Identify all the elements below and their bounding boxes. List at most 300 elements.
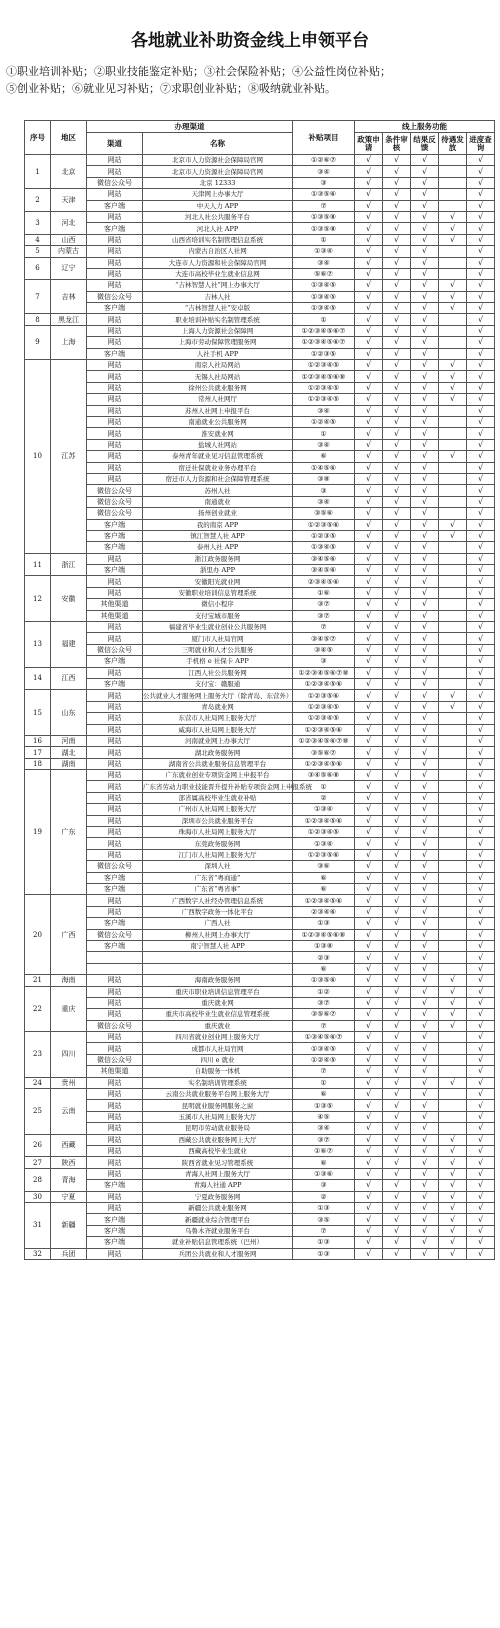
cell-name: 乌鲁木齐就业服务平台 bbox=[143, 1225, 293, 1236]
cell-f5: √ bbox=[467, 952, 495, 963]
table-row bbox=[25, 633, 495, 644]
cell-f3: √ bbox=[411, 792, 439, 803]
cell-subsidy: ③⑥ bbox=[293, 861, 355, 872]
cell-channel: 网站 bbox=[87, 849, 143, 860]
cell-seq: 32 bbox=[25, 1248, 51, 1259]
table-body bbox=[25, 155, 495, 1260]
cell-f3: √ bbox=[411, 849, 439, 860]
cell-f5: √ bbox=[467, 177, 495, 188]
cell-f3: √ bbox=[411, 906, 439, 917]
cell-region: 河南 bbox=[51, 735, 87, 746]
cell-f5: √ bbox=[467, 587, 495, 598]
cell-f5: √ bbox=[467, 496, 495, 507]
cell-f4 bbox=[439, 405, 467, 416]
cell-f2: √ bbox=[383, 622, 411, 633]
cell-f4: √ bbox=[439, 701, 467, 712]
table-row bbox=[25, 371, 495, 382]
cell-name: 南京人社局网站 bbox=[143, 360, 293, 371]
cell-f3: √ bbox=[411, 473, 439, 484]
cell-f2: √ bbox=[383, 678, 411, 689]
cell-f2: √ bbox=[383, 701, 411, 712]
table-row bbox=[25, 1111, 495, 1122]
cell-f2: √ bbox=[383, 929, 411, 940]
cell-f2: √ bbox=[383, 405, 411, 416]
table-row bbox=[25, 758, 495, 769]
cell-seq: 14 bbox=[25, 667, 51, 690]
cell-f1: √ bbox=[355, 963, 383, 974]
cell-f1: √ bbox=[355, 371, 383, 382]
cell-f2: √ bbox=[383, 314, 411, 325]
cell-f1: √ bbox=[355, 1054, 383, 1065]
table-row bbox=[25, 462, 495, 473]
cell-f4: √ bbox=[439, 1248, 467, 1259]
cell-f1: √ bbox=[355, 303, 383, 314]
cell-f3: √ bbox=[411, 827, 439, 838]
cell-region: 宁夏 bbox=[51, 1191, 87, 1202]
cell-f5: √ bbox=[467, 166, 495, 177]
cell-name: 陕西省就业见习管理系统 bbox=[143, 1157, 293, 1168]
cell-channel: 网站 bbox=[87, 428, 143, 439]
cell-subsidy: ⑤⑥⑦ bbox=[293, 268, 355, 279]
cell-name: 广西数字政务一体化平台 bbox=[143, 906, 293, 917]
cell-f3: √ bbox=[411, 895, 439, 906]
cell-f4 bbox=[439, 872, 467, 883]
cell-f1: √ bbox=[355, 1089, 383, 1100]
cell-subsidy: ⑥ bbox=[293, 884, 355, 895]
cell-f3: √ bbox=[411, 394, 439, 405]
cell-f3: √ bbox=[411, 177, 439, 188]
cell-name: 威海市人社局网上服务大厅 bbox=[143, 724, 293, 735]
cell-f1: √ bbox=[355, 633, 383, 644]
cell-channel: 网站 bbox=[87, 895, 143, 906]
cell-f1: √ bbox=[355, 542, 383, 553]
cell-name: 广东省“粤商通” bbox=[143, 872, 293, 883]
cell-name: 海南政务服务网 bbox=[143, 975, 293, 986]
cell-channel: 网站 bbox=[87, 1191, 143, 1202]
cell-f1: √ bbox=[355, 656, 383, 667]
cell-f1: √ bbox=[355, 1043, 383, 1054]
cell-f5: √ bbox=[467, 439, 495, 450]
cell-subsidy: ①②③④⑤ bbox=[293, 382, 355, 393]
cell-f5: √ bbox=[467, 530, 495, 541]
cell-f5: √ bbox=[467, 325, 495, 336]
cell-f4: √ bbox=[439, 280, 467, 291]
cell-subsidy: ①③④ bbox=[293, 804, 355, 815]
table-row bbox=[25, 724, 495, 735]
cell-subsidy: ① bbox=[293, 781, 355, 792]
cell-f3: √ bbox=[411, 1123, 439, 1134]
cell-f2: √ bbox=[383, 1020, 411, 1031]
cell-f5: √ bbox=[467, 1020, 495, 1031]
cell-f1: √ bbox=[355, 929, 383, 940]
cell-channel: 网站 bbox=[87, 337, 143, 348]
cell-channel: 网站 bbox=[87, 451, 143, 462]
cell-f2: √ bbox=[383, 462, 411, 473]
cell-f1: √ bbox=[355, 337, 383, 348]
cell-name: 浙里办 APP bbox=[143, 565, 293, 576]
table-row bbox=[25, 234, 495, 245]
table-row bbox=[25, 451, 495, 462]
cell-f2: √ bbox=[383, 1237, 411, 1248]
table-row bbox=[25, 246, 495, 257]
cell-channel: 网站 bbox=[87, 155, 143, 166]
cell-f3: √ bbox=[411, 496, 439, 507]
cell-f5: √ bbox=[467, 1089, 495, 1100]
cell-name: “吉林智慧人社”安卓版 bbox=[143, 303, 293, 314]
cell-channel: 网站 bbox=[87, 815, 143, 826]
cell-f2: √ bbox=[383, 872, 411, 883]
cell-seq: 19 bbox=[25, 770, 51, 895]
cell-name: 青海人社网上服务大厅 bbox=[143, 1168, 293, 1179]
cell-subsidy: ③④ bbox=[293, 405, 355, 416]
cell-name: 大连市高校毕业生就业信息网 bbox=[143, 268, 293, 279]
cell-name: 四川 e 就业 bbox=[143, 1054, 293, 1065]
cell-f4: √ bbox=[439, 1225, 467, 1236]
cell-name: 扬州创业就业 bbox=[143, 508, 293, 519]
cell-f4 bbox=[439, 268, 467, 279]
cell-f2: √ bbox=[383, 1032, 411, 1043]
cell-name: 三明就业和人才公共服务 bbox=[143, 644, 293, 655]
cell-f4 bbox=[439, 428, 467, 439]
cell-f2: √ bbox=[383, 519, 411, 530]
cell-seq: 12 bbox=[25, 576, 51, 622]
cell-f2: √ bbox=[383, 963, 411, 974]
cell-name: 广东就业创业专项资金网上申报平台 bbox=[143, 770, 293, 781]
cell-name: 云南公共就业服务平台网上服务大厅 bbox=[143, 1089, 293, 1100]
cell-f5: √ bbox=[467, 246, 495, 257]
header-seq: 序号 bbox=[25, 121, 51, 155]
cell-f1: √ bbox=[355, 1134, 383, 1145]
cell-f4 bbox=[439, 667, 467, 678]
cell-channel: 网站 bbox=[87, 1123, 143, 1134]
cell-name: 西藏高校毕业生就业 bbox=[143, 1145, 293, 1156]
cell-f3: √ bbox=[411, 986, 439, 997]
cell-channel: 网站 bbox=[87, 439, 143, 450]
cell-region: 云南 bbox=[51, 1089, 87, 1135]
cell-f2: √ bbox=[383, 758, 411, 769]
cell-f5: √ bbox=[467, 485, 495, 496]
cell-f5: √ bbox=[467, 473, 495, 484]
cell-f5: √ bbox=[467, 1077, 495, 1088]
cell-seq: 11 bbox=[25, 553, 51, 576]
cell-f1: √ bbox=[355, 1020, 383, 1031]
table-row bbox=[25, 508, 495, 519]
cell-f1: √ bbox=[355, 1248, 383, 1259]
cell-f3: √ bbox=[411, 1009, 439, 1020]
cell-subsidy: ⑥ bbox=[293, 1157, 355, 1168]
cell-f2: √ bbox=[383, 884, 411, 895]
cell-f2: √ bbox=[383, 211, 411, 222]
cell-f2: √ bbox=[383, 975, 411, 986]
cell-f3: √ bbox=[411, 1100, 439, 1111]
cell-name: 大连市人力资源和社会保障局官网 bbox=[143, 257, 293, 268]
cell-f4: √ bbox=[439, 211, 467, 222]
cell-f5: √ bbox=[467, 1180, 495, 1191]
cell-channel: 网站 bbox=[87, 975, 143, 986]
cell-name: 四川省就业创业网上服务大厅 bbox=[143, 1032, 293, 1043]
cell-name: 宁夏政务服务网 bbox=[143, 1191, 293, 1202]
cell-name: 新疆公共就业服务网 bbox=[143, 1202, 293, 1213]
cell-f5: √ bbox=[467, 394, 495, 405]
table-row bbox=[25, 405, 495, 416]
cell-region: 山西 bbox=[51, 234, 87, 245]
cell-f5: √ bbox=[467, 770, 495, 781]
cell-f5: √ bbox=[467, 542, 495, 553]
cell-f4 bbox=[439, 1100, 467, 1111]
header-f2: 条件审核 bbox=[383, 133, 411, 155]
cell-f4 bbox=[439, 314, 467, 325]
cell-f1: √ bbox=[355, 872, 383, 883]
cell-f4 bbox=[439, 610, 467, 621]
table-row bbox=[25, 815, 495, 826]
cell-f4 bbox=[439, 565, 467, 576]
cell-name: 人社手机 APP bbox=[143, 348, 293, 359]
cell-f1: √ bbox=[355, 610, 383, 621]
cell-f4 bbox=[439, 827, 467, 838]
cell-f1: √ bbox=[355, 177, 383, 188]
table-row bbox=[25, 337, 495, 348]
table-row bbox=[25, 348, 495, 359]
table-row bbox=[25, 610, 495, 621]
cell-f3: √ bbox=[411, 804, 439, 815]
cell-seq: 16 bbox=[25, 735, 51, 746]
cell-f3: √ bbox=[411, 314, 439, 325]
cell-channel: 客户端 bbox=[87, 542, 143, 553]
cell-f1: √ bbox=[355, 211, 383, 222]
cell-channel: 网站 bbox=[87, 724, 143, 735]
cell-f2: √ bbox=[383, 360, 411, 371]
cell-f4: √ bbox=[439, 519, 467, 530]
cell-f1: √ bbox=[355, 667, 383, 678]
cell-f1: √ bbox=[355, 1225, 383, 1236]
cell-region: 辽宁 bbox=[51, 257, 87, 280]
cell-subsidy: ⑦ bbox=[293, 1225, 355, 1236]
cell-f2: √ bbox=[383, 1066, 411, 1077]
cell-channel: 网站 bbox=[87, 713, 143, 724]
cell-f3: √ bbox=[411, 1214, 439, 1225]
cell-f1: √ bbox=[355, 325, 383, 336]
cell-f5: √ bbox=[467, 303, 495, 314]
cell-f2: √ bbox=[383, 1089, 411, 1100]
cell-f1: √ bbox=[355, 781, 383, 792]
cell-f1: √ bbox=[355, 1009, 383, 1020]
cell-subsidy: ⑥ bbox=[293, 1089, 355, 1100]
cell-f4 bbox=[439, 849, 467, 860]
cell-f5: √ bbox=[467, 861, 495, 872]
cell-f5: √ bbox=[467, 804, 495, 815]
cell-f2: √ bbox=[383, 325, 411, 336]
cell-f4 bbox=[439, 838, 467, 849]
cell-f4 bbox=[439, 678, 467, 689]
cell-f1: √ bbox=[355, 314, 383, 325]
cell-subsidy: ①③⑤ bbox=[293, 1100, 355, 1111]
cell-f3: √ bbox=[411, 200, 439, 211]
cell-subsidy: ①②③⑤⑥ bbox=[293, 690, 355, 701]
cell-f1: √ bbox=[355, 827, 383, 838]
cell-f3: √ bbox=[411, 1145, 439, 1156]
cell-name: 北京市人力资源社会保障局官网 bbox=[143, 166, 293, 177]
cell-f5: √ bbox=[467, 997, 495, 1008]
cell-f4 bbox=[439, 325, 467, 336]
cell-subsidy: ①⑥⑦ bbox=[293, 1145, 355, 1156]
table-row bbox=[25, 1248, 495, 1259]
cell-f2: √ bbox=[383, 1180, 411, 1191]
cell-f3: √ bbox=[411, 861, 439, 872]
cell-f4 bbox=[439, 257, 467, 268]
cell-f3: √ bbox=[411, 1089, 439, 1100]
cell-f5: √ bbox=[467, 815, 495, 826]
cell-f4 bbox=[439, 508, 467, 519]
table-row bbox=[25, 211, 495, 222]
cell-subsidy: ③④ bbox=[293, 439, 355, 450]
cell-seq: 18 bbox=[25, 758, 51, 769]
cell-channel: 网站 bbox=[87, 1077, 143, 1088]
cell-channel: 网站 bbox=[87, 1089, 143, 1100]
cell-subsidy: ①②③④⑤ bbox=[293, 827, 355, 838]
cell-f1: √ bbox=[355, 246, 383, 257]
cell-name: 广州市人社局网上服务大厅 bbox=[143, 804, 293, 815]
cell-channel: 客户端 bbox=[87, 519, 143, 530]
cell-f4: √ bbox=[439, 234, 467, 245]
cell-name: “吉林智慧人社”网上办事大厅 bbox=[143, 280, 293, 291]
cell-region: 江苏 bbox=[51, 360, 87, 554]
cell-channel: 网站 bbox=[87, 667, 143, 678]
cell-region: 湖南 bbox=[51, 758, 87, 769]
cell-f4 bbox=[439, 1066, 467, 1077]
cell-subsidy: ③④ bbox=[293, 257, 355, 268]
cell-subsidy: ③⑦ bbox=[293, 599, 355, 610]
cell-name: 南通就业 bbox=[143, 496, 293, 507]
cell-f3: √ bbox=[411, 1077, 439, 1088]
cell-f4 bbox=[439, 906, 467, 917]
cell-channel: 网站 bbox=[87, 838, 143, 849]
cell-f1: √ bbox=[355, 200, 383, 211]
legend-line: ①职业培训补贴；②职业技能鉴定补贴；③社会保险补贴；④公益性岗位补贴； bbox=[6, 65, 391, 78]
cell-name: 部省属高校毕业生就业补贴 bbox=[143, 792, 293, 803]
cell-channel: 网站 bbox=[87, 1248, 143, 1259]
cell-f2: √ bbox=[383, 371, 411, 382]
cell-f5: √ bbox=[467, 211, 495, 222]
cell-f3: √ bbox=[411, 610, 439, 621]
cell-f5: √ bbox=[467, 633, 495, 644]
cell-f2: √ bbox=[383, 508, 411, 519]
cell-subsidy: ③⑧ bbox=[293, 473, 355, 484]
cell-name: 湖北政务服务网 bbox=[143, 747, 293, 758]
cell-name bbox=[143, 952, 293, 963]
cell-channel: 网站 bbox=[87, 770, 143, 781]
table-row bbox=[25, 542, 495, 553]
cell-name: 支付宝：赣服通 bbox=[143, 678, 293, 689]
cell-f5: √ bbox=[467, 1009, 495, 1020]
cell-f5: √ bbox=[467, 1225, 495, 1236]
cell-f4 bbox=[439, 348, 467, 359]
cell-f2: √ bbox=[383, 416, 411, 427]
cell-f1: √ bbox=[355, 394, 383, 405]
cell-f3: √ bbox=[411, 428, 439, 439]
cell-f5: √ bbox=[467, 1168, 495, 1179]
table-row bbox=[25, 644, 495, 655]
cell-f1: √ bbox=[355, 189, 383, 200]
cell-f1: √ bbox=[355, 815, 383, 826]
cell-f2: √ bbox=[383, 234, 411, 245]
cell-f5: √ bbox=[467, 1134, 495, 1145]
cell-channel: 客户端 bbox=[87, 678, 143, 689]
cell-channel: 网站 bbox=[87, 576, 143, 587]
table-row bbox=[25, 701, 495, 712]
cell-f3: √ bbox=[411, 963, 439, 974]
cell-f4 bbox=[439, 940, 467, 951]
table-row bbox=[25, 291, 495, 302]
table-row bbox=[25, 1191, 495, 1202]
cell-subsidy: ⑥ bbox=[293, 872, 355, 883]
platform-table bbox=[24, 120, 495, 1260]
table-row bbox=[25, 257, 495, 268]
cell-f5: √ bbox=[467, 656, 495, 667]
cell-channel: 网站 bbox=[87, 735, 143, 746]
cell-seq: 15 bbox=[25, 690, 51, 736]
cell-subsidy: ①③ bbox=[293, 1237, 355, 1248]
cell-f5: √ bbox=[467, 348, 495, 359]
cell-region: 重庆 bbox=[51, 986, 87, 1032]
cell-f3: √ bbox=[411, 701, 439, 712]
cell-channel: 客户端 bbox=[87, 940, 143, 951]
cell-f5: √ bbox=[467, 371, 495, 382]
cell-name: 宿迁社保就业业务办理平台 bbox=[143, 462, 293, 473]
cell-f2: √ bbox=[383, 1248, 411, 1259]
cell-subsidy: ⑥ bbox=[293, 963, 355, 974]
cell-seq: 23 bbox=[25, 1032, 51, 1078]
cell-subsidy: ③⑦ bbox=[293, 1134, 355, 1145]
cell-f1: √ bbox=[355, 918, 383, 929]
cell-subsidy: ①②③④⑤⑥ bbox=[293, 758, 355, 769]
cell-subsidy: ③ bbox=[293, 1180, 355, 1191]
cell-f3: √ bbox=[411, 565, 439, 576]
cell-region: 西藏 bbox=[51, 1134, 87, 1157]
cell-f4 bbox=[439, 918, 467, 929]
table-row bbox=[25, 792, 495, 803]
cell-f5: √ bbox=[467, 678, 495, 689]
cell-f1: √ bbox=[355, 234, 383, 245]
cell-f1: √ bbox=[355, 530, 383, 541]
cell-f4: √ bbox=[439, 1191, 467, 1202]
cell-name: 青海人社通 APP bbox=[143, 1180, 293, 1191]
cell-f2: √ bbox=[383, 815, 411, 826]
cell-subsidy: ①②③⑤ bbox=[293, 530, 355, 541]
cell-f5: √ bbox=[467, 462, 495, 473]
cell-f5: √ bbox=[467, 747, 495, 758]
cell-f2: √ bbox=[383, 200, 411, 211]
cell-f5: √ bbox=[467, 940, 495, 951]
cell-f4 bbox=[439, 576, 467, 587]
table-row bbox=[25, 303, 495, 314]
cell-region: 江西 bbox=[51, 667, 87, 690]
table-row bbox=[25, 884, 495, 895]
cell-f3: √ bbox=[411, 747, 439, 758]
cell-f5: √ bbox=[467, 1054, 495, 1065]
cell-f2: √ bbox=[383, 770, 411, 781]
cell-f1: √ bbox=[355, 223, 383, 234]
cell-channel: 网站 bbox=[87, 360, 143, 371]
cell-channel: 微信公众号 bbox=[87, 496, 143, 507]
cell-region: 广东 bbox=[51, 770, 87, 895]
cell-f5: √ bbox=[467, 1214, 495, 1225]
cell-f3: √ bbox=[411, 781, 439, 792]
cell-channel: 微信公众号 bbox=[87, 929, 143, 940]
cell-region: 内蒙古 bbox=[51, 246, 87, 257]
table-row bbox=[25, 838, 495, 849]
cell-f3: √ bbox=[411, 838, 439, 849]
cell-name: 广东省劳动力职业技能晋升提升补贴专项资金网上申报系统 bbox=[143, 782, 312, 791]
